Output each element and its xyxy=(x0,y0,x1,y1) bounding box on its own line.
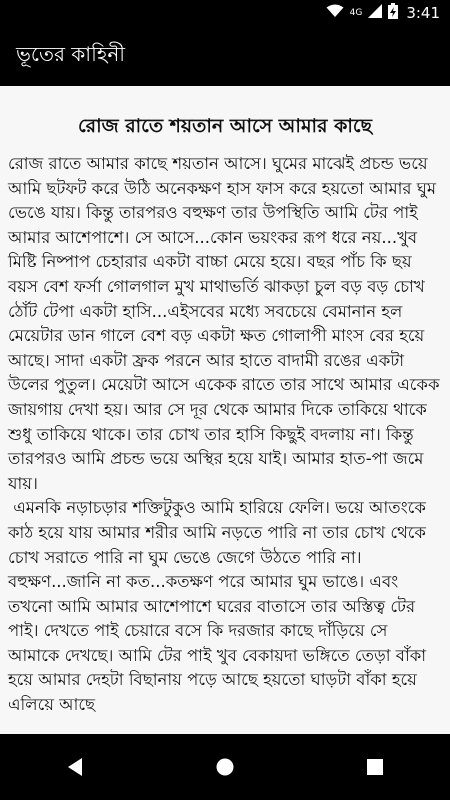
home-circle-icon xyxy=(215,757,235,777)
app-title: ভূতের কাহিনী xyxy=(16,41,125,66)
recents-button[interactable] xyxy=(345,737,405,797)
home-button[interactable] xyxy=(195,737,255,797)
back-triangle-icon xyxy=(66,757,84,777)
recents-square-icon xyxy=(366,758,384,776)
back-button[interactable] xyxy=(45,737,105,797)
clock: 3:41 xyxy=(406,4,440,22)
story-title: রোজ রাতে শয়তান আসে আমার কাছে xyxy=(77,115,373,137)
status-icons xyxy=(326,4,440,22)
story-content[interactable] xyxy=(0,86,450,734)
status-bar xyxy=(0,0,450,26)
battery-charging-icon xyxy=(388,3,398,23)
navigation-bar xyxy=(0,734,450,800)
app-bar xyxy=(0,26,450,86)
cell-signal-icon xyxy=(368,4,382,22)
wifi-icon xyxy=(326,4,344,22)
network-type-label: 4G xyxy=(349,8,363,18)
story-body: রোজ রাতে আমার কাছে শয়তান আসে। ঘুমের মাঝেই প্রচন্ড ভয়ে আমি ছটফট করে উঠি অনেকক্ষণ হাস ফাস করে হয়তো আমার ঘুম ভেঙে যায়। কিন্তু তারপরও বহুক্ষণ তার উপস্থিতি আমি টের পাই আমার আশেপাশে। সে আসে...কোন ভয়ংকর রূপ ধরে নয়...খুব মিষ্টি নিষ্পাপ চেহারার একটা বাচ্চা মেয়ে হয়ে। বছর পাঁচ কি ছয় বয়স বেশ ফর্সা গোলগাল মুখ মাথাভর্তি ঝাকড়া চুল বড় বড় চোখ ঠোঁট টেপা একটা হাসি...এইসবের মধ্যে সবচেয়ে বেমানান হল মেয়েটার ডান গালে বেশ বড় একটা ক্ষত গোলাপী মাংস বের হয়ে আছে। সাদা একটা ফ্রক পরনে আর হাতে বাদামী রঙের একটা উলের পুতুল। মেয়েটা আসে একেক রাতে তার সাথে আমার একেক জায়গায় দেখা হয়। আর সে দূর থেকে আমার দিকে তাকিয়ে থাকে শুধু তাকিয়ে থাকে। তার চোখ তার হাসি কিছুই বদলায় না। কিন্তু তারপরও আমি প্রচন্ড ভয়ে অস্থির হয়ে যাই। আমার হাত-পা জমে যায়। এমনকি নড়াচড়ার শক্তিটুকুও আমি হারিয়ে ফেলি। ভয়ে আতংকে কাঠ হয়ে যায় আমার শরীর আমি নড়তে পারি না তার চোখ থেকে চোখ সরাতে পারি না ঘুম ভেঙে জেগে উঠতে পারি না। বহুক্ষণ...জানি না কত...কতক্ষণ পরে আমার ঘুম ভাঙে। এবং তখনো আমি আমার আশেপাশে ঘরের বাতাসে তার অস্তিত্ব টের পাই। দেখতে পাই চেয়ারে বসে কি দরজার কাছে দাঁড়িয়ে সে আমাকে দেখছে। আমি টের পাই খুব বেকায়দা ভঙ্গিতে তেড়া বাঁকা হয়ে আমার দেহটা বিছানায় পড়ে আছে হয়তো ঘাড়টা বাঁকা হয়ে এলিয়ে আছে xyxy=(8,154,440,715)
